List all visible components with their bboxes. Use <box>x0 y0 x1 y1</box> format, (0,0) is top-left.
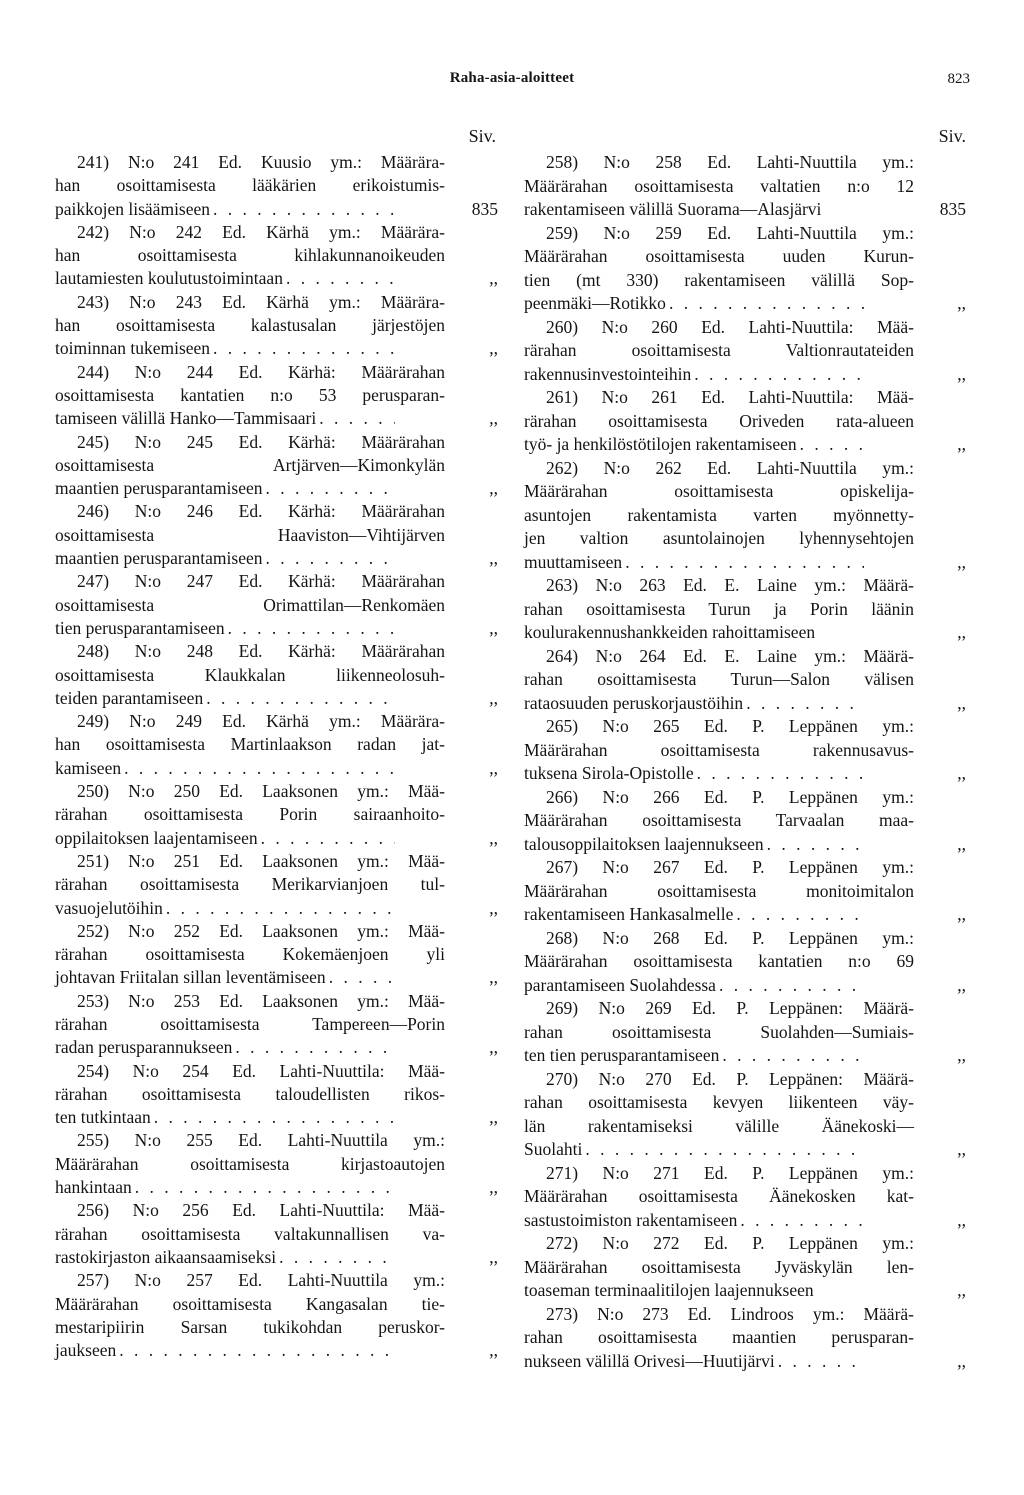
entry-heading-line: 247) N:o 247 Ed. Kärhä: Määrärahan <box>77 571 445 592</box>
entry-final-line <box>524 433 966 457</box>
page-reference: ,, <box>957 974 966 995</box>
dot-leader <box>213 198 395 221</box>
entry-text: maantien perusparantamiseen <box>55 478 263 499</box>
entry-text: Suolahti <box>524 1139 583 1159</box>
entry-text-line: rahan osoittamisesta kevyen liikenteen väy- <box>524 1092 914 1112</box>
entry-text-line: Määrärahan osoittamisesta uuden Kurun- <box>524 246 914 266</box>
index-entry <box>524 1162 966 1233</box>
entry-final-line <box>55 687 498 710</box>
index-entry <box>524 856 966 927</box>
page-reference: ,, <box>489 967 498 988</box>
entry-final-line <box>524 692 966 716</box>
dot-leader <box>265 547 395 570</box>
entry-text-line: rärahan osoittamisesta Porin sairaanhoito- <box>55 804 445 825</box>
entry-text-line: osoittamisesta Klaukkalan liikenneolosuh- <box>55 664 445 685</box>
running-title: Raha-asia-aloitteet <box>449 70 575 86</box>
page-reference: ,, <box>957 293 966 313</box>
entry-text-line: Määrärahan osoittamisesta Jyväskylän len- <box>524 1256 914 1277</box>
page-reference: ,, <box>957 1139 966 1159</box>
page-reference: ,, <box>489 1177 498 1198</box>
entry-final-line <box>524 1138 966 1162</box>
index-entry <box>55 221 498 291</box>
dot-leader <box>625 551 864 575</box>
entry-text-line: rahan osoittamisesta Suolahden—Sumiais- <box>524 1021 914 1042</box>
index-entry <box>55 1060 498 1130</box>
entry-final-line <box>524 1279 966 1303</box>
entry-text: toiminnan tukemiseen <box>55 338 211 359</box>
entry-heading-line: 245) N:o 245 Ed. Kärhä: Määrärahan <box>77 431 445 452</box>
entry-text-line: Määrärahan osoittamisesta valtatien n:o 12 <box>524 175 914 196</box>
page-reference: ,, <box>957 1280 966 1300</box>
index-entry <box>55 291 498 361</box>
page-reference: 835 <box>471 198 498 219</box>
dot-leader <box>124 757 395 780</box>
page-reference: ,, <box>489 897 498 918</box>
entry-text-line: rahan osoittamisesta Turun—Salon välisen <box>524 669 914 689</box>
entry-final-line <box>524 621 966 645</box>
entry-text: paikkojen lisäämiseen <box>55 198 211 219</box>
index-entry <box>524 786 966 857</box>
dot-leader <box>286 267 395 290</box>
left-column-page-label: Siv. <box>468 126 496 146</box>
index-entry <box>524 457 966 575</box>
dot-leader <box>694 363 864 387</box>
entry-final-line <box>55 337 498 360</box>
entry-heading-line: 243) N:o 243 Ed. Kärhä ym.: Määrära- <box>77 291 445 312</box>
entry-heading-line: 257) N:o 257 Ed. Lahti-Nuuttila ym.: <box>77 1270 445 1291</box>
index-entry <box>55 500 498 570</box>
entry-text: hankintaan <box>55 1177 132 1198</box>
entry-text-line: Määrärahan osoittamisesta rakennusavus- <box>524 739 914 760</box>
entry-text-line: han osoittamisesta kihlakunnanoikeuden <box>55 245 445 266</box>
dot-leader <box>119 1339 395 1362</box>
entry-text: rakentamiseen välillä Suorama—Alasjärvi <box>524 199 822 219</box>
entry-final-line <box>55 198 498 221</box>
page-reference: ,, <box>489 827 498 848</box>
dot-leader <box>261 827 395 850</box>
page-reference: ,, <box>489 1107 498 1128</box>
entry-heading-line: 272) N:o 272 Ed. P. Leppänen ym.: <box>546 1233 914 1253</box>
entry-text-line: Määrärahan osoittamisesta Tarvaalan maa- <box>524 810 914 830</box>
page-reference: ,, <box>957 692 966 713</box>
entry-text-line: rärahan osoittamisesta Valtionrautateiden <box>524 340 914 360</box>
page-reference: ,, <box>957 904 966 924</box>
page-reference: ,, <box>957 551 966 572</box>
index-entry <box>524 1232 966 1303</box>
entry-final-line <box>55 1246 498 1269</box>
entry-text-line: Määrärahan osoittamisesta opiskelija- <box>524 481 914 501</box>
index-entry <box>524 715 966 786</box>
index-entry <box>524 222 966 316</box>
entry-text: nukseen välillä Orivesi—Huutijärvi <box>524 1350 775 1371</box>
entry-text-line: asuntojen rakentamista varten myönnetty- <box>524 504 914 525</box>
page-reference: ,, <box>489 1037 498 1058</box>
index-entry <box>55 1129 498 1199</box>
dot-leader <box>279 1246 395 1269</box>
right-column-page-label: Siv. <box>938 126 966 146</box>
index-entry <box>55 710 498 780</box>
entry-final-line <box>55 1339 498 1362</box>
index-entry <box>524 151 966 222</box>
entry-final-line <box>55 1036 498 1059</box>
entry-text: tuksena Sirola-Opistolle <box>524 763 694 783</box>
dot-leader <box>265 477 395 500</box>
entry-heading-line: 255) N:o 255 Ed. Lahti-Nuuttila ym.: <box>77 1130 445 1151</box>
entry-heading-line: 252) N:o 252 Ed. Laaksonen ym.: Mää- <box>77 920 445 941</box>
entry-final-line <box>524 1044 966 1068</box>
page-reference: ,, <box>489 617 498 638</box>
entry-text: sastustoimiston rakentamiseen <box>524 1209 738 1230</box>
page-reference: ,, <box>957 434 966 454</box>
entry-heading-line: 246) N:o 246 Ed. Kärhä: Määrärahan <box>77 501 445 522</box>
entry-heading-line: 249) N:o 249 Ed. Kärhä ym.: Määrära- <box>77 711 445 732</box>
page-reference: ,, <box>489 757 498 778</box>
page-reference: ,, <box>957 363 966 384</box>
entry-heading-line: 269) N:o 269 Ed. P. Leppänen: Määrä- <box>546 998 914 1018</box>
page-reference: ,, <box>489 548 498 569</box>
right-column-entries <box>524 151 966 1373</box>
index-entry <box>55 920 498 990</box>
index-entry <box>524 927 966 998</box>
entry-final-line <box>524 1350 966 1374</box>
page-reference: 835 <box>939 199 966 219</box>
entry-heading-line: 271) N:o 271 Ed. P. Leppänen ym.: <box>546 1162 914 1183</box>
entry-text-line: län rakentamiseksi välille Äänekoski— <box>524 1115 914 1136</box>
entry-final-line <box>524 974 966 998</box>
dot-leader <box>206 687 395 710</box>
dot-leader <box>800 433 864 457</box>
entry-text-line: rärahan osoittamisesta Kokemäenjoen yli <box>55 944 445 965</box>
entry-text-line: osoittamisesta Orimattilan—Renkomäen <box>55 594 445 615</box>
dot-leader <box>697 762 864 786</box>
entry-text: rakennusinvestointeihin <box>524 363 692 384</box>
dot-leader <box>166 897 395 920</box>
entry-text-line: osoittamisesta Artjärven—Kimonkylän <box>55 454 445 475</box>
index-entry <box>524 645 966 716</box>
entry-heading-line: 262) N:o 262 Ed. Lahti-Nuuttila ym.: <box>546 457 914 478</box>
left-column-entries <box>55 151 498 1362</box>
entry-final-line <box>55 407 498 430</box>
entry-final-line <box>524 292 966 316</box>
dot-leader <box>719 974 864 998</box>
entry-text: ten tutkintaan <box>55 1107 151 1128</box>
dot-leader <box>235 1036 395 1059</box>
entry-text-line: osoittamisesta kantatien n:o 53 perusparan- <box>55 384 445 405</box>
index-entry <box>55 1199 498 1269</box>
entry-heading-line: 256) N:o 256 Ed. Lahti-Nuuttila: Mää- <box>77 1200 445 1221</box>
entry-text-line: rärahan osoittamisesta Merikarvianjoen tul- <box>55 874 445 895</box>
entry-heading-line: 254) N:o 254 Ed. Lahti-Nuuttila: Mää- <box>77 1060 445 1081</box>
entry-final-line <box>524 551 966 575</box>
entry-text: työ- ja henkilöstötilojen rakentamiseen <box>524 434 797 454</box>
dot-leader <box>778 1350 864 1374</box>
page-reference: ,, <box>489 687 498 708</box>
entry-text: kamiseen <box>55 757 122 778</box>
entry-text: rastokirjaston aikaansaamiseksi <box>55 1246 277 1267</box>
entry-heading-line: 244) N:o 244 Ed. Kärhä: Määrärahan <box>77 361 445 382</box>
page-reference: ,, <box>489 478 498 499</box>
entry-text-line: Määrärahan osoittamisesta kantatien n:o 69 <box>524 951 914 971</box>
entry-text-line: rärahan osoittamisesta valtakunnallisen va- <box>55 1223 445 1244</box>
page-reference: ,, <box>957 833 966 854</box>
entry-text-line: mestaripiirin Sarsan tukikohdan peruskor- <box>55 1316 445 1337</box>
entry-text: ten tien perusparantamiseen <box>524 1045 720 1065</box>
page-number: 823 <box>947 71 970 87</box>
entry-heading-line: 241) N:o 241 Ed. Kuusio ym.: Määrära- <box>77 152 445 172</box>
entry-heading-line: 261) N:o 261 Ed. Lahti-Nuuttila: Mää- <box>546 387 914 407</box>
index-entry <box>55 570 498 640</box>
index-entry <box>524 574 966 645</box>
page-reference: ,, <box>489 268 498 289</box>
entry-text: lautamiesten koulutustoimintaan <box>55 268 283 289</box>
entry-final-line <box>55 617 498 640</box>
entry-final-line <box>55 757 498 780</box>
entry-heading-line: 266) N:o 266 Ed. P. Leppänen ym.: <box>546 786 914 807</box>
entry-text-line: rärahan osoittamisesta taloudellisten rikos- <box>55 1083 445 1104</box>
entry-heading-line: 250) N:o 250 Ed. Laaksonen ym.: Mää- <box>77 781 445 802</box>
page-reference: ,, <box>957 763 966 783</box>
entry-text: jaukseen <box>55 1340 117 1361</box>
dot-leader <box>329 966 395 989</box>
entry-text-line: rärahan osoittamisesta Tampereen—Porin <box>55 1013 445 1034</box>
entry-text-line: tien (mt 330) rakentamiseen välillä Sop- <box>524 269 914 290</box>
dot-leader <box>213 337 395 360</box>
index-entry <box>524 386 966 457</box>
entry-text-line: rärahan osoittamisesta Oriveden rata-alueen <box>524 410 914 431</box>
entry-final-line <box>524 198 966 222</box>
entry-text-line: rahan osoittamisesta maantien perusparan- <box>524 1327 914 1347</box>
entry-text: koulurakennushankkeiden rahoittamiseen <box>524 622 816 642</box>
dot-leader <box>722 1044 864 1068</box>
entry-heading-line: 263) N:o 263 Ed. E. Laine ym.: Määrä- <box>546 575 914 595</box>
entry-text: tien perusparantamiseen <box>55 617 225 638</box>
entry-final-line <box>55 1176 498 1199</box>
page-reference: ,, <box>489 338 498 359</box>
entry-text: oppilaitoksen laajentamiseen <box>55 827 258 848</box>
index-entry <box>524 1303 966 1374</box>
entry-final-line <box>524 833 966 857</box>
entry-final-line <box>524 1209 966 1233</box>
entry-heading-line: 268) N:o 268 Ed. P. Leppänen ym.: <box>546 927 914 948</box>
entry-final-line <box>524 762 966 786</box>
entry-text: peenmäki—Rotikko <box>524 293 666 313</box>
page-reference: ,, <box>489 1246 498 1267</box>
index-entry <box>524 316 966 387</box>
entry-text: muuttamiseen <box>524 551 623 572</box>
entry-text-line: han osoittamisesta kalastusalan järjestöjen <box>55 315 445 336</box>
entry-text-line: Määrärahan osoittamisesta monitoimitalon <box>524 880 914 901</box>
entry-text-line: Määrärahan osoittamisesta Kangasalan tie- <box>55 1293 445 1314</box>
entry-text-line: Määrärahan osoittamisesta kirjastoautojen <box>55 1153 445 1174</box>
entry-heading-line: 264) N:o 264 Ed. E. Laine ym.: Määrä- <box>546 645 914 666</box>
index-entry <box>55 990 498 1060</box>
page-reference: ,, <box>957 1045 966 1065</box>
index-entry <box>55 151 498 221</box>
page-reference: ,, <box>489 1340 498 1361</box>
entry-final-line <box>55 477 498 500</box>
dot-leader <box>228 617 395 640</box>
entry-text: parantamiseen Suolahdessa <box>524 974 716 995</box>
index-entry <box>524 1068 966 1162</box>
entry-text: maantien perusparantamiseen <box>55 548 263 569</box>
entry-text: rakentamiseen Hankasalmelle <box>524 904 734 924</box>
entry-text-line: han osoittamisesta Martinlaakson radan jat- <box>55 734 445 755</box>
dot-leader <box>135 1176 395 1199</box>
entry-text: radan perusparannukseen <box>55 1037 233 1058</box>
dot-leader <box>746 692 864 716</box>
index-entry <box>55 850 498 920</box>
dot-leader <box>740 1209 864 1233</box>
entry-text: vasuojelutöihin <box>55 897 163 918</box>
dot-leader <box>585 1138 864 1162</box>
entry-final-line <box>55 1106 498 1129</box>
entry-heading-line: 242) N:o 242 Ed. Kärhä ym.: Määrära- <box>77 221 445 242</box>
index-entry <box>55 431 498 501</box>
entry-text-line: rahan osoittamisesta Turun ja Porin läänin <box>524 598 914 619</box>
entry-final-line <box>55 547 498 570</box>
entry-final-line <box>55 827 498 850</box>
page-reference: ,, <box>957 622 966 642</box>
entry-final-line <box>55 897 498 920</box>
entry-heading-line: 258) N:o 258 Ed. Lahti-Nuuttila ym.: <box>546 152 914 172</box>
entry-heading-line: 259) N:o 259 Ed. Lahti-Nuuttila ym.: <box>546 222 914 243</box>
entry-text: tamiseen välillä Hanko—Tammisaari <box>55 408 317 429</box>
entry-heading-line: 273) N:o 273 Ed. Lindroos ym.: Määrä- <box>546 1303 914 1324</box>
page-reference: ,, <box>489 408 498 429</box>
dot-leader <box>154 1106 395 1129</box>
entry-heading-line: 253) N:o 253 Ed. Laaksonen ym.: Mää- <box>77 990 445 1011</box>
index-entry <box>524 997 966 1068</box>
entry-text: rataosuuden peruskorjaustöihin <box>524 692 744 713</box>
dot-leader <box>319 407 395 430</box>
index-entry <box>55 1269 498 1362</box>
entry-heading-line: 248) N:o 248 Ed. Kärhä: Määrärahan <box>77 641 445 662</box>
entry-final-line <box>55 267 498 290</box>
entry-text: johtavan Friitalan sillan leventämiseen <box>55 967 326 988</box>
entry-final-line <box>524 903 966 927</box>
entry-final-line <box>524 363 966 387</box>
entry-text-line: jen valtion asuntolainojen lyhennysehtojen <box>524 528 914 548</box>
page-reference: ,, <box>957 1350 966 1371</box>
entry-heading-line: 265) N:o 265 Ed. P. Leppänen ym.: <box>546 716 914 736</box>
entry-heading-line: 270) N:o 270 Ed. P. Leppänen: Määrä- <box>546 1068 914 1089</box>
entry-text-line: Määrärahan osoittamisesta Äänekosken kat- <box>524 1186 914 1206</box>
page-reference: ,, <box>957 1209 966 1230</box>
index-entry <box>55 640 498 710</box>
dot-leader <box>736 903 864 927</box>
dot-leader <box>767 833 864 857</box>
entry-text-line: han osoittamisesta lääkärien erikoistumis- <box>55 175 445 196</box>
entry-heading-line: 260) N:o 260 Ed. Lahti-Nuuttila: Mää- <box>546 316 914 337</box>
index-entry <box>55 361 498 431</box>
entry-text: toaseman terminaalitilojen laajennukseen <box>524 1280 814 1300</box>
dot-leader <box>669 292 864 316</box>
index-entry <box>55 780 498 850</box>
entry-text-line: osoittamisesta Haaviston—Vihtijärven <box>55 524 445 545</box>
entry-heading-line: 251) N:o 251 Ed. Laaksonen ym.: Mää- <box>77 850 445 871</box>
entry-heading-line: 267) N:o 267 Ed. P. Leppänen ym.: <box>546 857 914 877</box>
entry-text: teiden parantamiseen <box>55 687 204 708</box>
entry-final-line <box>55 966 498 989</box>
entry-text: talousoppilaitoksen laajennukseen <box>524 833 764 854</box>
